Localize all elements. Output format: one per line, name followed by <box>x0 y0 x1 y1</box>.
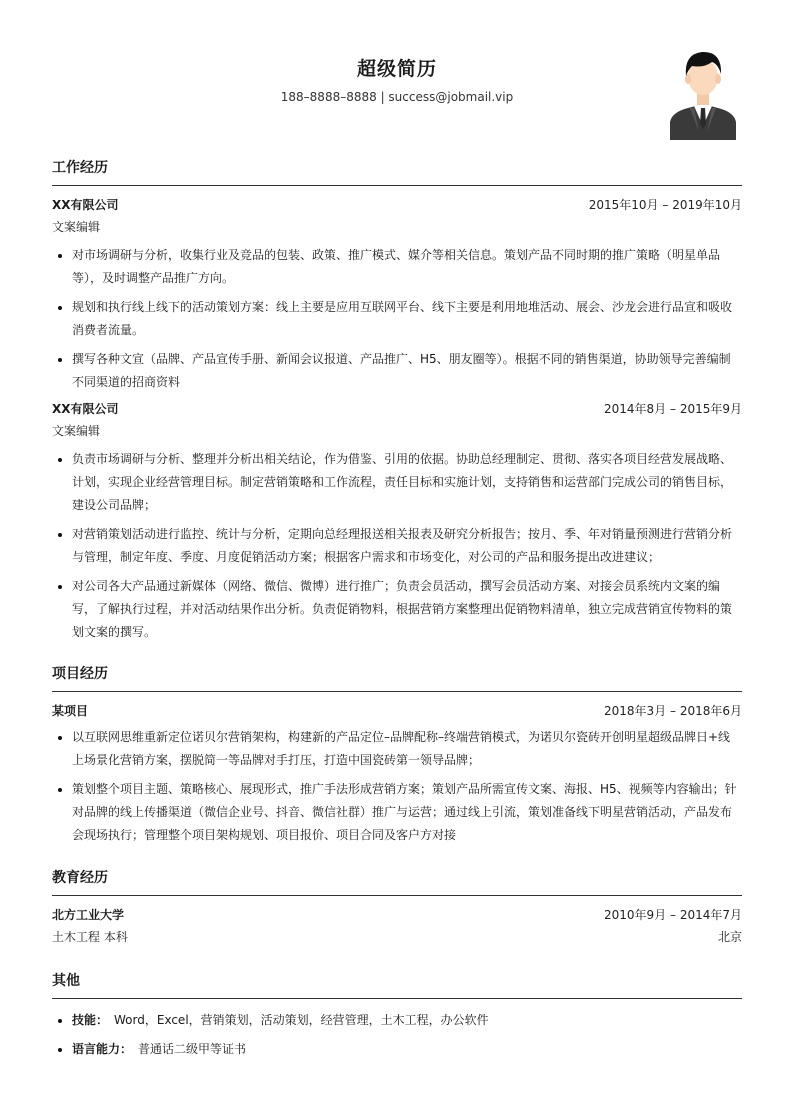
bullet-item: 对营销策划活动进行监控、统计与分析，定期向总经理报送相关报表及研究分析报告；按月、季、年对销量预测进行营销分析与管理，制定年度、季度、月度促销活动方案；根据客户需求和市场变化，对公司的产品和服务提出改进建议； <box>52 523 742 569</box>
entry-role: 文案编辑 <box>52 424 101 438</box>
bullet-item: 负责市场调研与分析、整理并分析出相关结论，作为借鉴、引用的依据。协助总经理制定、贯彻、落实各项目经营发展战略、计划，实现企业经营管理目标。制定营销策略和工作流程，责任目标和实施计划，支持销售和运营部门完成公司的销售目标，建设公司品牌； <box>52 448 742 517</box>
section-title-work: 工作经历 <box>52 157 742 186</box>
location: 北京 <box>717 930 742 944</box>
project-name: 某项目 <box>52 704 89 718</box>
education-section <box>52 867 742 952</box>
entry-role: 文案编辑 <box>52 220 101 234</box>
project-section <box>52 663 742 853</box>
other-section <box>52 970 742 1067</box>
language-item <box>52 1038 742 1061</box>
bullet-item: 规划和执行线上线下的活动策划方案：线上主要是应用互联网平台、线下主要是利用地堆活动、展会、沙龙会进行品宣和吸收消费者流量。 <box>52 296 742 342</box>
section-title-education: 教育经历 <box>52 867 742 896</box>
work-section <box>52 157 742 650</box>
school-name: 北方工业大学 <box>52 908 125 922</box>
avatar <box>668 46 738 140</box>
bullet-item: 对市场调研与分析，收集行业及竞品的包装、政策、推广模式、媒介等相关信息。策划产品不同时期的推广策略（明星单品等），及时调整产品推广方向。 <box>52 244 742 290</box>
bullet-item: 对公司各大产品通过新媒体（网络、微信、微博）进行推广；负责会员活动，撰写会员活动方案、对接会员系统内文案的编写，了解执行过程，并对活动结果作出分析。负责促销物料，根据营销方案整理出促销物料清单，独立完成营销宣传物料的策划文案的撰写。 <box>52 575 742 644</box>
contact-line: 188–8888–8888 | success@jobmail.vip <box>280 90 514 104</box>
entry-date: 2014年8月 – 2015年9月 <box>604 402 742 416</box>
bullet-item: 以互联网思维重新定位诺贝尔营销架构，构建新的产品定位–品牌配称–终端营销模式，为诺贝尔瓷砖开创明星超级品牌日+线上场景化营销方案，摆脱简一等品牌对手打压，打造中国瓷砖第一领导品牌； <box>52 726 742 772</box>
section-title-projects: 项目经历 <box>52 663 742 692</box>
resume-name: 超级简历 <box>356 58 437 80</box>
bullet-item: 策划整个项目主题、策略核心、展现形式，推广手法形成营销方案；策划产品所需宣传文案、海报、H5、视频等内容输出；针对品牌的线上传播渠道（微信企业号、抖音、微信社群）推广与运营；通过线上引流，策划准备线下明星营销活动，产品发布会现场执行；管理整个项目架构规划、项目报价、项目合同及客户方对接 <box>52 778 742 847</box>
work-entry <box>52 196 742 394</box>
entry-org: XX有限公司 <box>52 402 119 416</box>
entry-date: 2018年3月 – 2018年6月 <box>604 704 742 718</box>
entry-date: 2010年9月 – 2014年7月 <box>604 908 742 922</box>
entry-date: 2015年10月 – 2019年10月 <box>588 198 742 212</box>
major: 土木工程 本科 <box>52 930 128 944</box>
section-title-other: 其他 <box>52 970 742 999</box>
skills-label: 技能： <box>72 1013 109 1027</box>
skills-item <box>52 1009 742 1032</box>
skills-value: Word，Excel，营销策划，活动策划，经营管理，土木工程，办公软件 <box>114 1013 489 1027</box>
resume-header <box>52 52 742 148</box>
language-label: 语言能力： <box>72 1042 133 1056</box>
bullet-item: 撰写各种文宣（品牌、产品宣传手册、新闻会议报道、产品推广、H5、朋友圈等）。根据不同的销售渠道，协助领导完善编制不同渠道的招商资料 <box>52 348 742 394</box>
project-entry <box>52 702 742 847</box>
entry-org: XX有限公司 <box>52 198 119 212</box>
language-value: 普通话二级甲等证书 <box>138 1042 247 1056</box>
work-entry <box>52 400 742 644</box>
